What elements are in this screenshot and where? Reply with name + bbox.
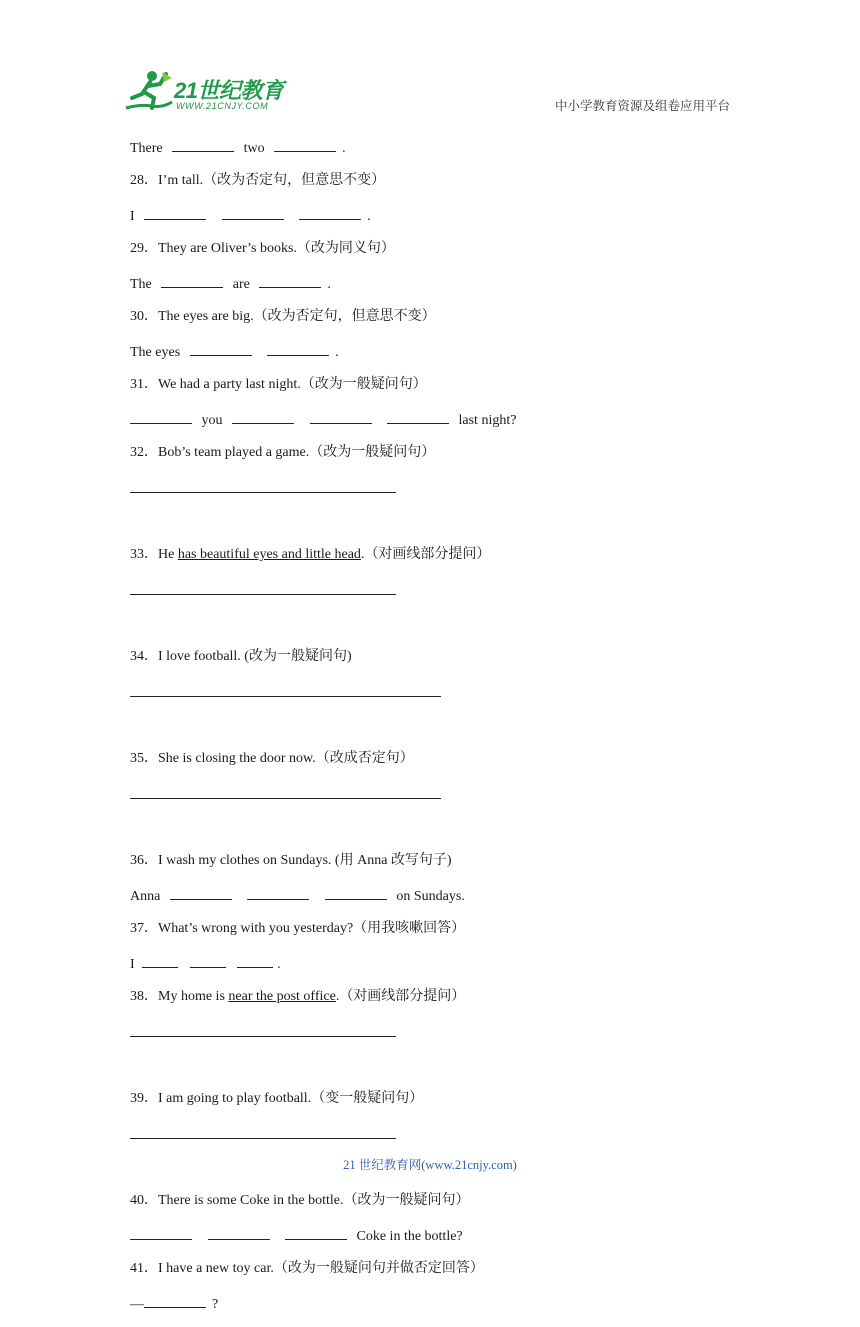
answer-line-40: Coke in the bottle? [130,1225,750,1259]
answer-line-33[interactable] [130,579,750,647]
answer-blank[interactable] [285,1225,347,1240]
answer-line-36: Anna on Sundays. [130,885,750,919]
exercise-list [130,137,750,1327]
answer-line-28: I . [130,205,750,239]
logo-subtext: WWW.21CNJY.COM [176,101,269,111]
question-30: 30．The eyes are big.（改为否定句，但意思不变） [130,309,436,324]
answer-blank[interactable] [387,409,449,424]
answer-blank[interactable] [222,205,284,220]
answer-blank[interactable] [144,205,206,220]
question-34: 34．I love football. (改为一般疑问句) [130,649,352,664]
question-28: 28．I’m tall.（改为否定句，但意思不变） [130,173,386,188]
answer-line-35[interactable] [130,783,750,851]
answer-blank[interactable] [170,885,232,900]
answer-blank[interactable] [259,273,321,288]
answer-line-37: I . [130,953,750,987]
answer-line-31: you last night? [130,409,750,443]
answer-blank[interactable] [325,885,387,900]
question-39: 39．I am going to play football.（变一般疑问句） [130,1091,424,1106]
answer-line-34[interactable] [130,681,750,749]
header-tagline: 中小学教育资源及组卷应用平台 [554,99,730,113]
answer-blank[interactable] [190,341,252,356]
answer-blank[interactable] [232,409,294,424]
answer-blank[interactable] [267,341,329,356]
question-37: 37．What’s wrong with you yesterday?（用我咳嗽回答） [130,921,466,936]
answer-line-29: The are . [130,273,750,307]
question-38: 38．My home is near the post office.（对画线部分提问） [130,989,466,1004]
question-29: 29．They are Oliver’s books.（改为同义句） [130,241,395,256]
answer-blank[interactable] [190,953,226,968]
answer-blank[interactable] [161,273,223,288]
page-header [0,0,860,125]
answer-blank[interactable] [142,953,178,968]
answer-blank[interactable] [130,1225,192,1240]
answer-line-32[interactable] [130,477,750,545]
running-figure-icon [122,68,174,114]
answer-blank[interactable] [247,885,309,900]
question-35: 35．She is closing the door now.（改成否定句） [130,751,414,766]
answer-blank[interactable] [237,953,273,968]
question-31: 31．We had a party last night.（改为一般疑问句） [130,377,427,392]
answer-line-27: There two . [130,137,750,171]
answer-blank[interactable] [208,1225,270,1240]
answer-blank[interactable] [144,1293,206,1308]
question-33: 33．He has beautiful eyes and little head.（对画线部分提问） [130,547,491,562]
answer-line-30: The eyes . [130,341,750,375]
answer-blank[interactable] [274,137,336,152]
logo-text: 21世纪教育 [174,78,284,103]
answer-blank[interactable] [310,409,372,424]
answer-blank[interactable] [172,137,234,152]
question-40: 40．There is some Coke in the bottle.（改为一般疑问句） [130,1193,470,1208]
question-36: 36．I wash my clothes on Sundays. (用 Anna 改写句子) [130,853,452,868]
answer-line-38[interactable] [130,1021,750,1089]
brand-logo [122,68,292,116]
answer-blank[interactable] [130,409,192,424]
answer-line-41: — ? [130,1293,750,1327]
question-32: 32．Bob’s team played a game.（改为一般疑问句） [130,445,436,460]
question-41: 41．I have a new toy car.（改为一般疑问句并做否定回答） [130,1261,484,1276]
answer-blank[interactable] [299,205,361,220]
page-footer: 21 世纪教育网(www.21cnjy.com) [343,1158,517,1172]
